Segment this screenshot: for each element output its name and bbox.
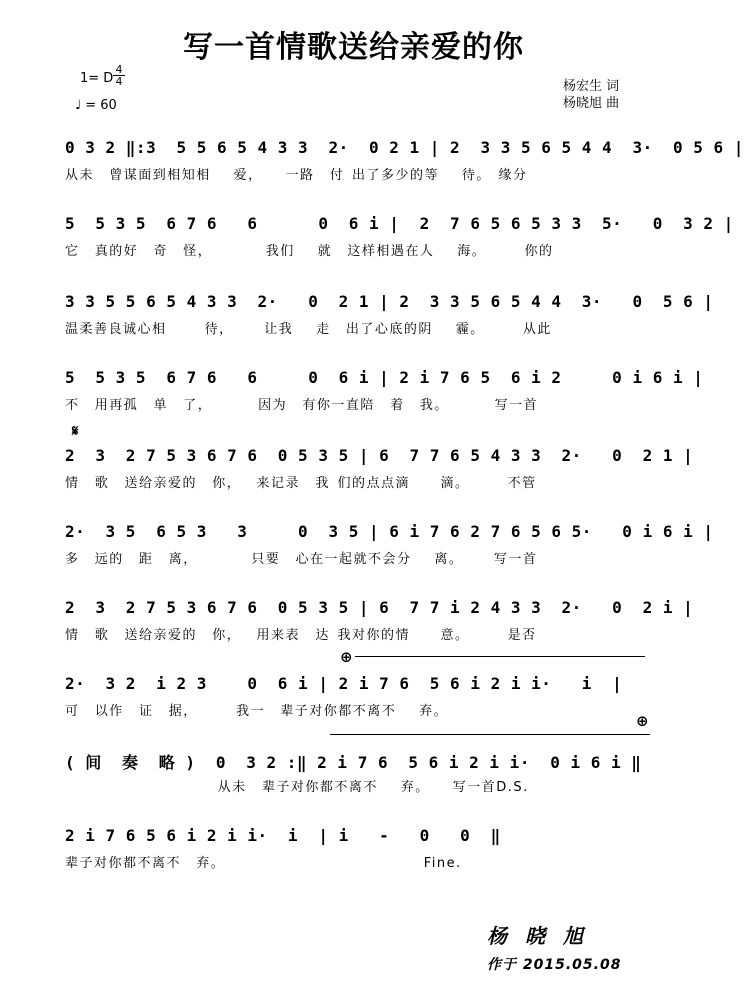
song-title: 写一首情歌送给亲爱的你 [183,30,524,65]
author-signature: 杨晓旭 [487,924,601,948]
notes-line: 2 i 7 6 5 6 i 2 i i· i | i - 0 0 ‖ [65,826,501,845]
credits [563,78,619,112]
notes-line: 2 3 2 7 5 3 6 7 6 0 5 3 5 | 6 7 7 6 5 4 3 3 2· 0 2 1 | [65,446,694,465]
lyrics-line: 不 用再孤 单 了， 因为 有你一直陪 着 我。 写一首 [65,398,539,413]
volta-line [355,656,645,657]
time-signature-top: 4 [115,63,123,76]
lyricist-credit: 杨宏生 词 [563,79,620,94]
composition-date: 作于 2015.05.08 [487,957,622,973]
notes-line: 2 3 2 7 5 3 6 7 6 0 5 3 5 | 6 7 7 i 2 4 3 3 2· 0 2 i | [65,598,694,617]
lyrics-line: 情 歌 送给亲爱的 你， 来记录 我 们的点点滴 滴。 不管 [65,476,537,491]
segno-mark: 𝄋 [72,422,79,440]
notes-line: 3 3 5 5 6 5 4 3 3 2· 0 2 1 | 2 3 3 5 6 5 4 4 3· 0 5 6 | [65,292,714,311]
notes-line: 5 5 3 5 6 7 6 6 0 6 i | 2 7 6 5 6 5 3 3 5· 0 3 2 | [65,214,734,233]
lyrics-line: 从未 曾谋面到相知相 爱， 一路 付 出了多少的等 待。 缘分 [65,168,528,183]
lyrics-line: 可 以作 证 据， 我一 辈子对你都不离不 弃。 [65,704,449,719]
notes-line: 0 3 2 ‖:3 5 5 6 5 4 3 3 2· 0 2 1 | 2 3 3 5 6 5 4 4 3· 0 5 6 | [65,138,744,157]
lyrics-line: 从未 辈子对你都不离不 弃。 写一首D.S. [65,780,529,795]
lyrics-line: 多 远的 距 离， 只要 心在一起就不会分 离。 写一首 [65,552,538,567]
time-signature-bottom: 4 [115,75,123,88]
notes-line: 2· 3 2 i 2 3 0 6 i | 2 i 7 6 5 6 i 2 i i· i | [65,674,623,693]
volta-line-second [330,734,650,735]
lyrics-line: 它 真的好 奇 怪， 我们 就 这样相遇在人 海。 你的 [65,244,554,259]
key-signature: 1= D [80,71,114,86]
lyrics-line: 辈子对你都不离不 弃。 Fine. [65,856,462,871]
time-signature [113,64,125,87]
lyrics-line: 情 歌 送给亲爱的 你， 用来表 达 我对你的情 意。 是否 [65,628,537,643]
lyrics-line: 温柔善良诚心相 待， 让我 走 出了心底的阴 霾。 从此 [65,322,552,337]
tempo-marking: ♩ = 60 [75,98,117,113]
notes-line: 2· 3 5 6 5 3 3 0 3 5 | 6 i 7 6 2 7 6 5 6 5· 0 i 6 i | [65,522,714,541]
notes-line: ( 间 奏 略 ) 0 3 2 :‖ 2 i 7 6 5 6 i 2 i i· 0 i 6 i ‖ [65,753,642,772]
coda-mark-second: ⊕ [636,712,649,730]
notes-line: 5 5 3 5 6 7 6 6 0 6 i | 2 i 7 6 5 6 i 2 0 i 6 i | [65,368,704,387]
coda-mark: ⊕ [340,648,353,666]
composer-credit: 杨晓旭 曲 [563,96,620,111]
